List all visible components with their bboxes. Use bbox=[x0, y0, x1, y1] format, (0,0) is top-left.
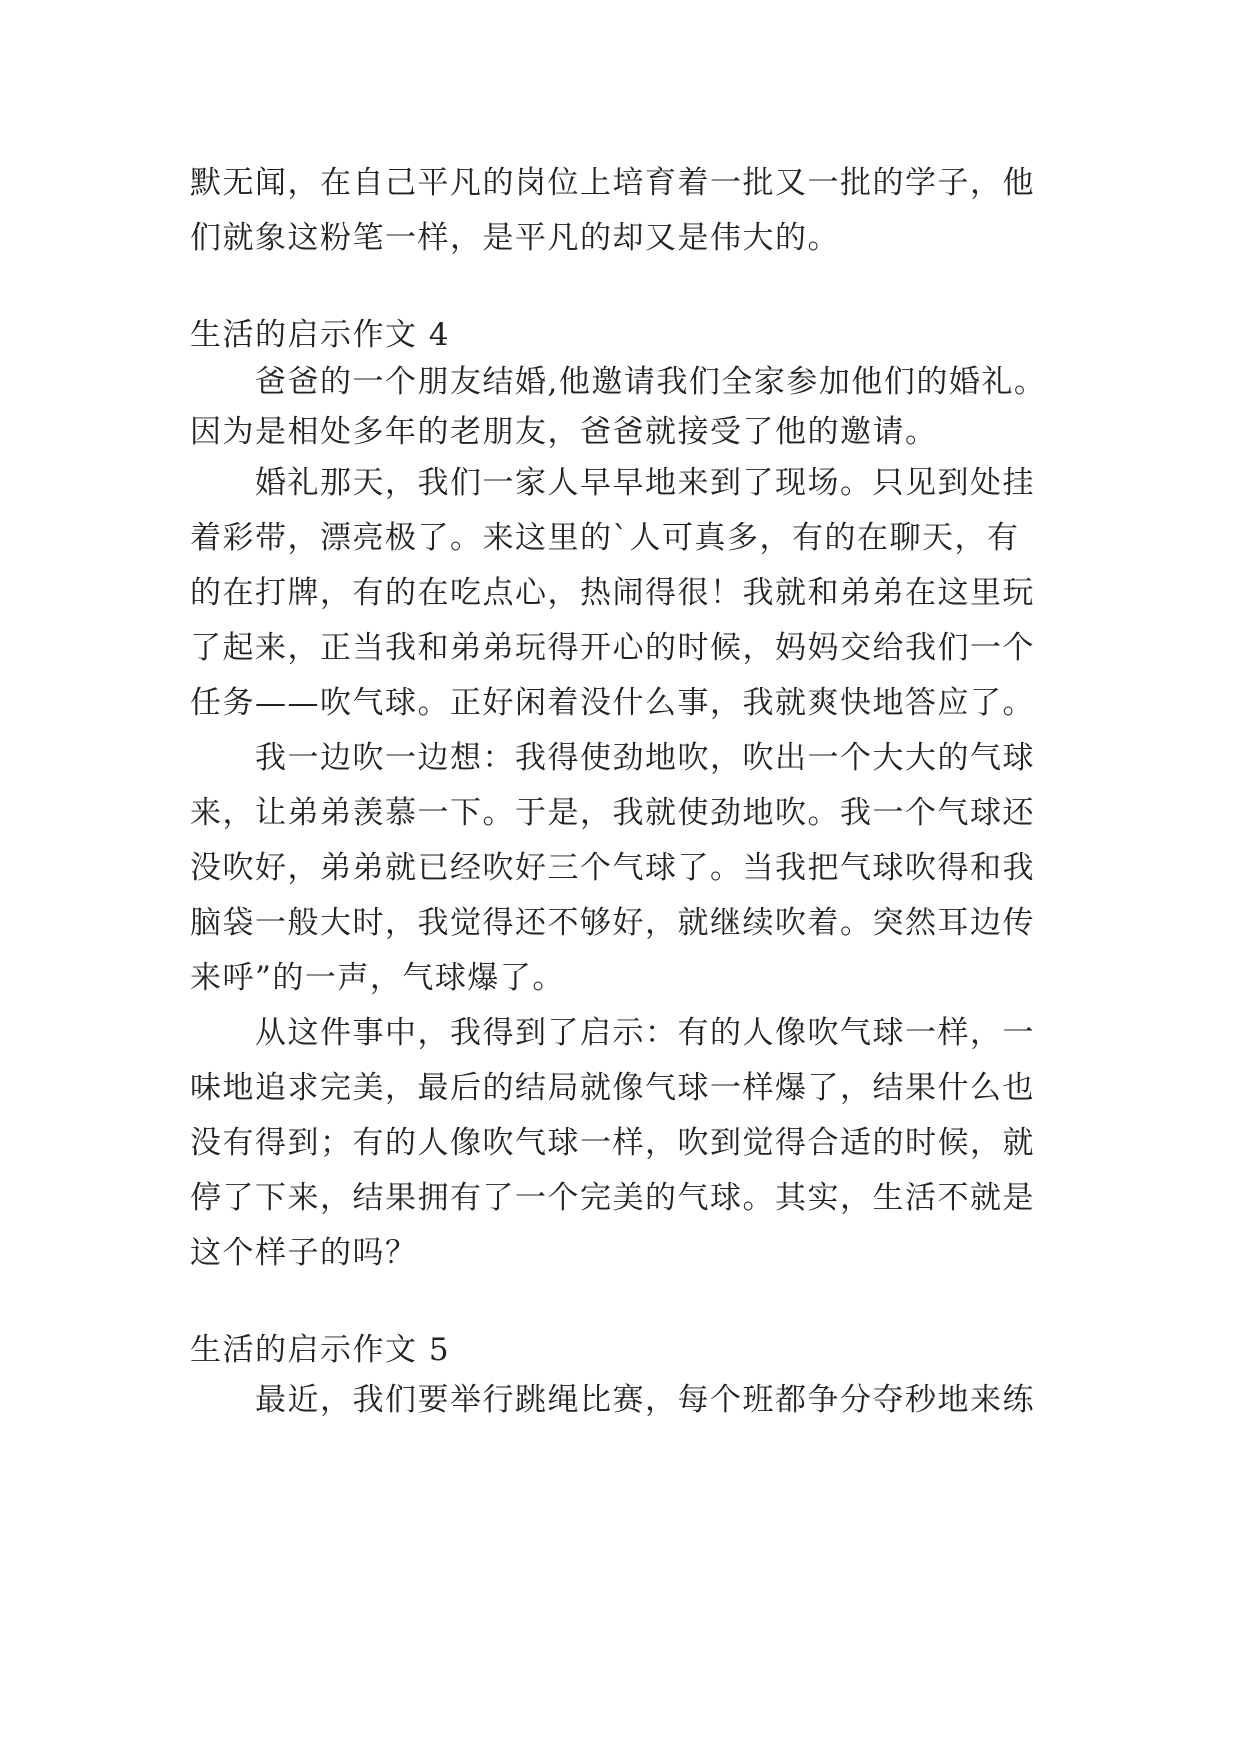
paragraph-line: 这个样子的吗？ bbox=[190, 1235, 418, 1271]
paragraph-line: 从这件事中，我得到了启示：有的人像吹气球一样，一 bbox=[255, 1015, 1035, 1051]
paragraph-line: 任务——吹气球。正好闲着没什么事，我就爽快地答应了。 bbox=[190, 685, 1035, 721]
paragraph-line: 最近，我们要举行跳绳比赛，每个班都争分夺秒地来练 bbox=[255, 1382, 1035, 1418]
section-title: 生活的启示作文 4 bbox=[190, 317, 451, 353]
text-line: 们就象这粉笔一样，是平凡的却又是伟大的。 bbox=[190, 220, 840, 256]
paragraph-line: 因为是相处多年的老朋友，爸爸就接受了他的邀请。 bbox=[190, 414, 938, 450]
paragraph-line: 着彩带，漂亮极了。来这里的`人可真多，有的在聊天，有 bbox=[190, 520, 1020, 556]
paragraph-line: 来，让弟弟羡慕一下。于是，我就使劲地吹。我一个气球还 bbox=[190, 795, 1035, 831]
paragraph-line: 没吹好，弟弟就已经吹好三个气球了。当我把气球吹得和我 bbox=[190, 850, 1035, 886]
paragraph-line: 味地追求完美，最后的结局就像气球一样爆了，结果什么也 bbox=[190, 1070, 1035, 1106]
paragraph-line: 停了下来，结果拥有了一个完美的气球。其实，生活不就是 bbox=[190, 1180, 1035, 1216]
paragraph-line: 没有得到；有的人像吹气球一样，吹到觉得合适的时候，就 bbox=[190, 1125, 1035, 1161]
text-line: 默无闻，在自己平凡的岗位上培育着一批又一批的学子，他 bbox=[190, 165, 1035, 201]
paragraph-line: 爸爸的一个朋友结婚,他邀请我们全家参加他们的婚礼。 bbox=[255, 364, 1047, 400]
section-title: 生活的启示作文 5 bbox=[190, 1332, 451, 1368]
paragraph-line: 来呼”的一声，气球爆了。 bbox=[190, 960, 565, 996]
paragraph-line: 的在打牌，有的在吃点心，热闹得很！我就和弟弟在这里玩 bbox=[190, 575, 1035, 611]
paragraph-line: 了起来，正当我和弟弟玩得开心的时候，妈妈交给我们一个 bbox=[190, 630, 1035, 666]
paragraph-line: 脑袋一般大时，我觉得还不够好，就继续吹着。突然耳边传 bbox=[190, 905, 1035, 941]
paragraph-line: 婚礼那天，我们一家人早早地来到了现场。只见到处挂 bbox=[255, 465, 1035, 501]
paragraph-line: 我一边吹一边想：我得使劲地吹，吹出一个大大的气球 bbox=[255, 740, 1035, 776]
